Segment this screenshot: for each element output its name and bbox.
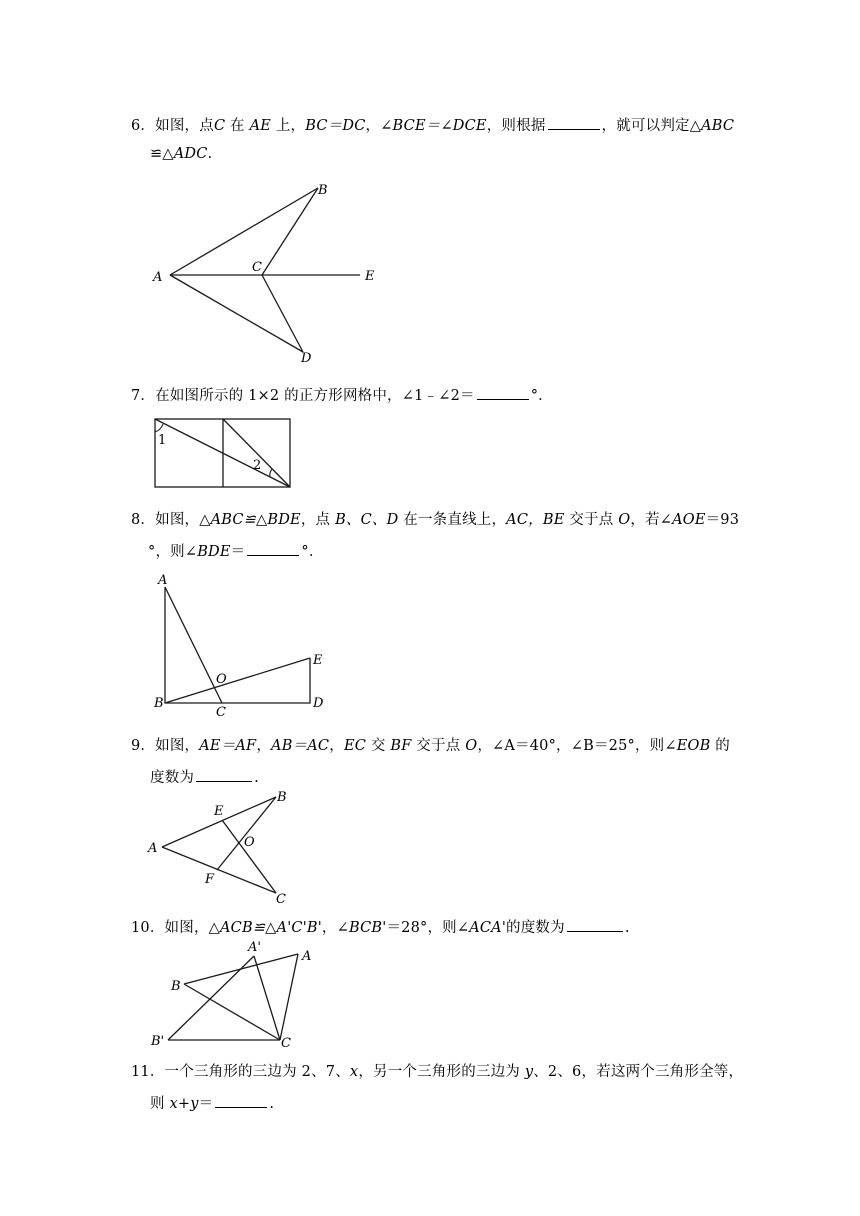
- q7-label-2: 2: [253, 458, 262, 473]
- q6-var: ∠BCE＝∠DCE: [380, 118, 487, 134]
- q9-var: O: [465, 738, 478, 754]
- q8-label-E: E: [313, 653, 323, 668]
- q9-label-F: F: [205, 872, 215, 887]
- q8-text: ，点: [300, 512, 331, 528]
- q8-var: O: [618, 512, 631, 528]
- q9-text: ，: [329, 738, 344, 754]
- q11-text: .: [269, 1096, 275, 1112]
- q6-label-C: C: [252, 260, 262, 275]
- q6-text: 在: [230, 118, 245, 134]
- q6-label-E: E: [365, 269, 375, 284]
- q6-text: .: [207, 146, 213, 162]
- q8-var: ABC≌△BDE: [210, 512, 301, 528]
- q10-label-Ap: A': [248, 940, 261, 955]
- q10-label-Bp: B': [151, 1034, 165, 1049]
- q10-text: 的度数为: [506, 920, 565, 936]
- q9-text: .: [254, 770, 259, 786]
- q9-var: AE＝AF: [199, 738, 257, 754]
- q6-text: ，则根据: [486, 118, 546, 134]
- q7-text: °．: [530, 388, 553, 404]
- q8-text: ，若∠: [630, 512, 673, 528]
- q11-var: y: [524, 1064, 534, 1080]
- q8-text: 交于点: [569, 512, 614, 528]
- q8-label-O: O: [216, 672, 227, 687]
- q11-line-1: [131, 1060, 743, 1081]
- q9-var: EC: [343, 738, 367, 754]
- q10-label-A: A: [302, 949, 312, 964]
- q6-var: C: [213, 118, 226, 134]
- q8-label-A: A: [158, 573, 168, 588]
- q8-label-C: C: [216, 705, 226, 720]
- q9-label-E: E: [214, 804, 224, 819]
- q11-text: 、2、6，若这两个三角形全等，: [533, 1064, 744, 1080]
- q6-label-B: B: [318, 183, 328, 198]
- q6-text: ，就可以判定△: [601, 118, 702, 134]
- q11-answer-blank[interactable]: [215, 1093, 267, 1108]
- q9-text: 的: [715, 738, 730, 754]
- q9-var: AB＝AC: [271, 738, 330, 754]
- q10-text: .: [624, 920, 630, 936]
- q9-text: 交: [370, 738, 386, 754]
- q8-var: BDE: [197, 544, 231, 560]
- q6-label-A: A: [153, 270, 163, 285]
- q6-var: ABC: [701, 118, 735, 134]
- q9-label-A: A: [148, 841, 158, 856]
- q9-var: BF: [390, 738, 412, 754]
- q6-text: 上，: [275, 118, 306, 134]
- q9-text: 交于点: [416, 738, 461, 754]
- q8-var: B、C、D: [335, 512, 399, 528]
- q8-label-B: B: [154, 696, 164, 711]
- q9-text: ，∠A＝40°，∠B＝25°，则∠: [477, 738, 677, 754]
- q11-text: ＝: [198, 1096, 214, 1112]
- q10-var: BCB': [348, 920, 387, 936]
- q8-label-D: D: [313, 696, 324, 711]
- q11-var: x+y: [169, 1096, 199, 1112]
- q8-text: 在一条直线上，: [403, 512, 507, 528]
- q8-var: AC，BE: [506, 512, 565, 528]
- q8-var: AOE: [672, 512, 706, 528]
- q9-label-C: C: [276, 892, 286, 907]
- q6-text: ≌△: [150, 146, 174, 162]
- q6-text: ，: [365, 118, 381, 134]
- q10-text: ，∠: [321, 920, 349, 936]
- q10-text: ＝28°，则∠: [386, 920, 470, 936]
- q11-var: x: [349, 1064, 359, 1080]
- q10-text: 10．如图，△: [131, 920, 221, 936]
- q8-text: 8．如图，△: [131, 512, 211, 528]
- q6-label-D: D: [301, 351, 312, 366]
- q11-text: 则: [150, 1096, 165, 1112]
- q8-text: ＝: [230, 544, 246, 560]
- q7-text: 7．在如图所示的 1×2 的正方形网格中，∠1﹣∠2＝: [131, 388, 475, 404]
- q11-text: 11．一个三角形的三边为 2、7、: [131, 1064, 350, 1080]
- q9-label-B: B: [277, 790, 287, 805]
- q10-label-B: B: [171, 979, 181, 994]
- q11-line-2: [150, 1092, 274, 1113]
- q9-text: 度数为: [150, 770, 195, 786]
- q11-text: ，另一个三角形的三边为: [358, 1064, 521, 1080]
- q10-label-C: C: [281, 1036, 291, 1051]
- q9-label-O: O: [244, 835, 255, 850]
- q7-label-1: 1: [158, 433, 167, 448]
- q6-var: ADC: [173, 146, 208, 162]
- q10-var: ACB≌△A'C'B': [220, 920, 322, 936]
- q6-text: 6．如图，点: [131, 118, 214, 134]
- q6-var: BC＝DC: [305, 118, 366, 134]
- q8-text: ＝93: [705, 512, 740, 528]
- q9-text: 9．如图，: [131, 738, 200, 754]
- q10-var: ACA': [469, 920, 507, 936]
- q6-var: AE: [249, 118, 272, 134]
- q8-text: °，则∠: [148, 544, 198, 560]
- q9-text: ，: [256, 738, 272, 754]
- q9-var: EOB: [676, 738, 711, 754]
- q8-text: °．: [301, 544, 324, 560]
